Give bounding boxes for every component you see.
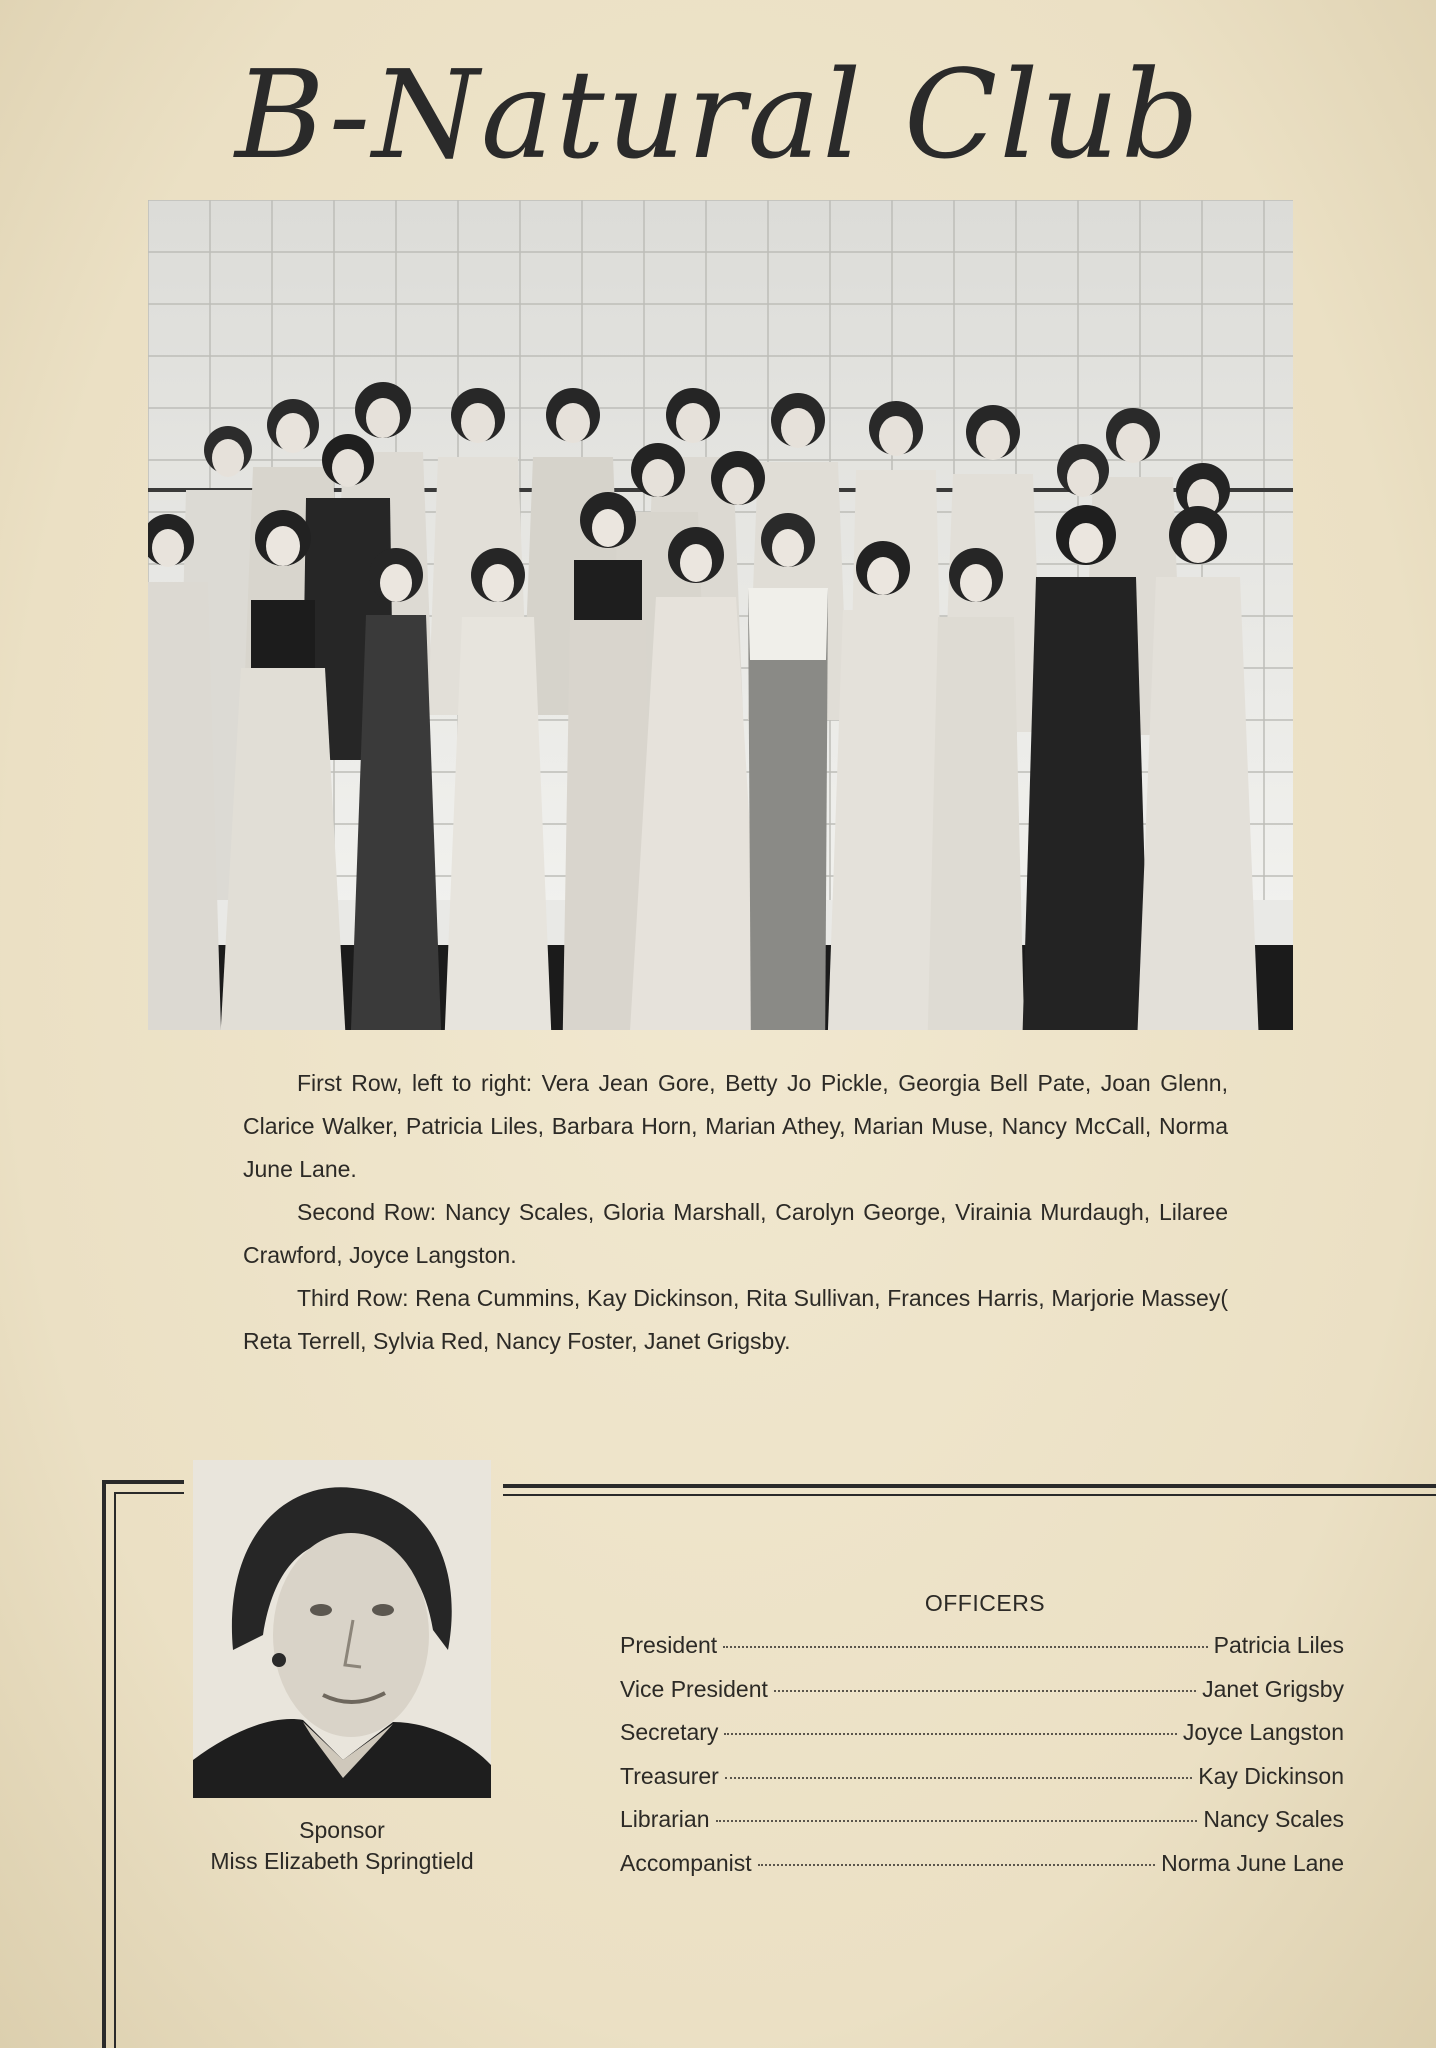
caption-first-row: First Row, left to right: Vera Jean Gore, Betty Jo Pickle, Georgia Bell Pate, Joan Glenn, Clarice Walker, Patricia Liles, Barbara Horn, Marian Athey, Marian Muse, Nancy McCall, Norma June Lane. [243, 1070, 1228, 1182]
officers-list [620, 1632, 1344, 1893]
officer-row-accompanist [620, 1850, 1344, 1894]
leader-dots [716, 1820, 1198, 1822]
officer-row-vice-president [620, 1676, 1344, 1720]
sponsor-photo [193, 1460, 491, 1798]
frame-rule-left-inner [114, 1492, 116, 2048]
officer-role: Treasurer [620, 1762, 719, 1789]
leader-dots [725, 1777, 1192, 1779]
frame-rule-top-inner [503, 1494, 1436, 1496]
leader-dots [774, 1690, 1196, 1692]
officer-name: Janet Grigsby [1202, 1675, 1344, 1702]
sponsor-portrait-image [193, 1460, 491, 1798]
officer-name: Nancy Scales [1203, 1806, 1344, 1832]
leader-dots [724, 1733, 1176, 1735]
officer-row-treasurer [620, 1763, 1344, 1807]
officer-name: Patricia Liles [1213, 1632, 1344, 1658]
officer-row-president [620, 1632, 1344, 1676]
officer-row-librarian [620, 1806, 1344, 1850]
caption-second-row: Second Row: Nancy Scales, Gloria Marshall, Carolyn George, Virainia Murdaugh, Lilaree Crawford, Joyce Langston. [243, 1199, 1228, 1268]
officer-role: Accompanist [620, 1849, 752, 1876]
leader-dots [723, 1646, 1207, 1648]
officer-name: Kay Dickinson [1198, 1762, 1344, 1789]
photo-caption [243, 1062, 1228, 1363]
officer-row-secretary [620, 1719, 1344, 1763]
sponsor-name: Miss Elizabeth Springtield [210, 1848, 474, 1874]
sponsor-label: Sponsor [299, 1817, 385, 1843]
group-photo [148, 200, 1293, 1030]
leader-dots [758, 1864, 1155, 1866]
page-title: B-Natural Club [234, 44, 1202, 186]
frame-rule-left-top [102, 1480, 184, 1484]
caption-third-row: Third Row: Rena Cummins, Kay Dickinson, Rita Sullivan, Frances Harris, Marjorie Massey( Reta Terrell, Sylvia Red, Nancy Foster, Janet Grigsby. [243, 1285, 1228, 1354]
officers-heading: OFFICERS [924, 1590, 1046, 1616]
officer-role: Librarian [620, 1806, 710, 1832]
officer-role: Secretary [620, 1719, 719, 1745]
officer-role: President [620, 1632, 718, 1658]
officer-role: Vice President [620, 1675, 768, 1702]
frame-rule-top-outer [503, 1484, 1436, 1488]
group-photo-image [148, 200, 1293, 1030]
officer-name: Norma June Lane [1161, 1849, 1344, 1876]
sponsor-caption [160, 1815, 524, 1877]
officer-name: Joyce Langston [1182, 1719, 1344, 1745]
frame-rule-left-outer [102, 1480, 106, 2048]
frame-rule-left-top-inner [114, 1492, 184, 1494]
